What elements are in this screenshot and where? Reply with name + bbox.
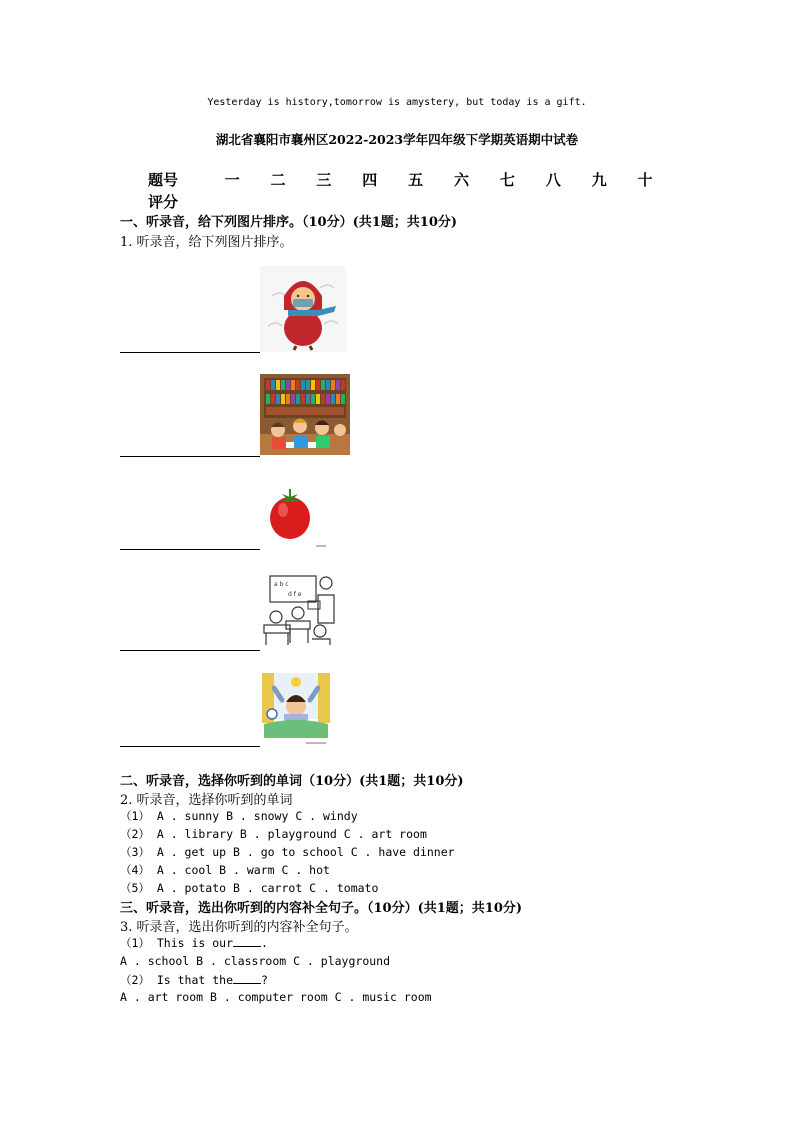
motto-text: Yesterday is history,tomorrow is amystery, but today is a gift.: [207, 97, 587, 108]
q3-item-1-blank[interactable]: [233, 936, 261, 947]
q3-item-2-suffix: ?: [261, 973, 268, 987]
boy-waking-up-picture: [260, 670, 332, 750]
score-col-9: 九: [591, 170, 607, 189]
library-children-reading-picture: [260, 374, 350, 459]
section2-heading: 二、听录音，选择你听到的单词（10分）(共1题；共10分): [120, 774, 464, 789]
q3-item-2: [120, 972, 268, 988]
score-col-6: 六: [453, 170, 469, 189]
q3-item-1: [120, 935, 268, 951]
cold-girl-scarf-picture: [260, 266, 346, 356]
q2-item-4: （4） A . cool B . warm C . hot: [120, 863, 330, 877]
classroom-teacher-picture: [260, 573, 340, 651]
q3-item-1-options: A . school B . classroom C . playground: [120, 954, 391, 968]
answer-line-4[interactable]: [120, 650, 260, 651]
answer-line-2[interactable]: [120, 456, 260, 457]
score-label: 评分: [148, 192, 179, 211]
question-3: 3. 听录音，选出你听到的内容补全句子。: [120, 920, 358, 935]
q2-item-3: （3） A . get up B . go to school C . have dinner: [120, 845, 455, 859]
section1-heading: 一、听录音，给下列图片排序。（10分）(共1题；共10分): [120, 215, 458, 230]
score-col-10: 十: [637, 170, 653, 189]
score-col-1: 一: [224, 170, 240, 189]
svg-text:d f e: d f e: [288, 591, 302, 598]
answer-line-3[interactable]: [120, 549, 260, 550]
score-row-header: [148, 168, 668, 190]
score-table: [148, 168, 668, 212]
answer-line-1[interactable]: [120, 352, 260, 353]
score-row-label: 题号: [148, 170, 179, 189]
q3-item-2-prefix: （2） Is that the: [120, 973, 234, 987]
q3-item-1-suffix: .: [261, 936, 268, 950]
q2-item-1: （1） A . sunny B . snowy C . windy: [120, 809, 358, 823]
q3-item-1-prefix: （1） This is our: [120, 936, 234, 950]
q3-item-2-blank[interactable]: [233, 973, 261, 984]
score-col-7: 七: [499, 170, 515, 189]
question-1: 1. 听录音，给下列图片排序。: [120, 235, 293, 250]
q3-item-2-options: A . art room B . computer room C . music room: [120, 990, 432, 1004]
q2-item-5: （5） A . potato B . carrot C . tomato: [120, 881, 379, 895]
tomato-picture: [260, 483, 330, 553]
score-col-2: 二: [270, 170, 286, 189]
section3-heading: 三、听录音，选出你听到的内容补全句子。（10分）(共1题；共10分): [120, 901, 523, 916]
score-col-3: 三: [316, 170, 332, 189]
score-col-4: 四: [362, 170, 378, 189]
exam-title: 湖北省襄阳市襄州区2022-2023学年四年级下学期英语期中试卷: [215, 132, 579, 147]
question-2: 2. 听录音，选择你听到的单词: [120, 793, 293, 808]
score-col-5: 五: [408, 170, 424, 189]
score-row-score: [148, 190, 668, 212]
svg-text:a b c: a b c: [274, 581, 289, 588]
answer-line-5[interactable]: [120, 746, 260, 747]
score-col-8: 八: [545, 170, 561, 189]
q2-item-2: （2） A . library B . playground C . art room: [120, 827, 427, 841]
